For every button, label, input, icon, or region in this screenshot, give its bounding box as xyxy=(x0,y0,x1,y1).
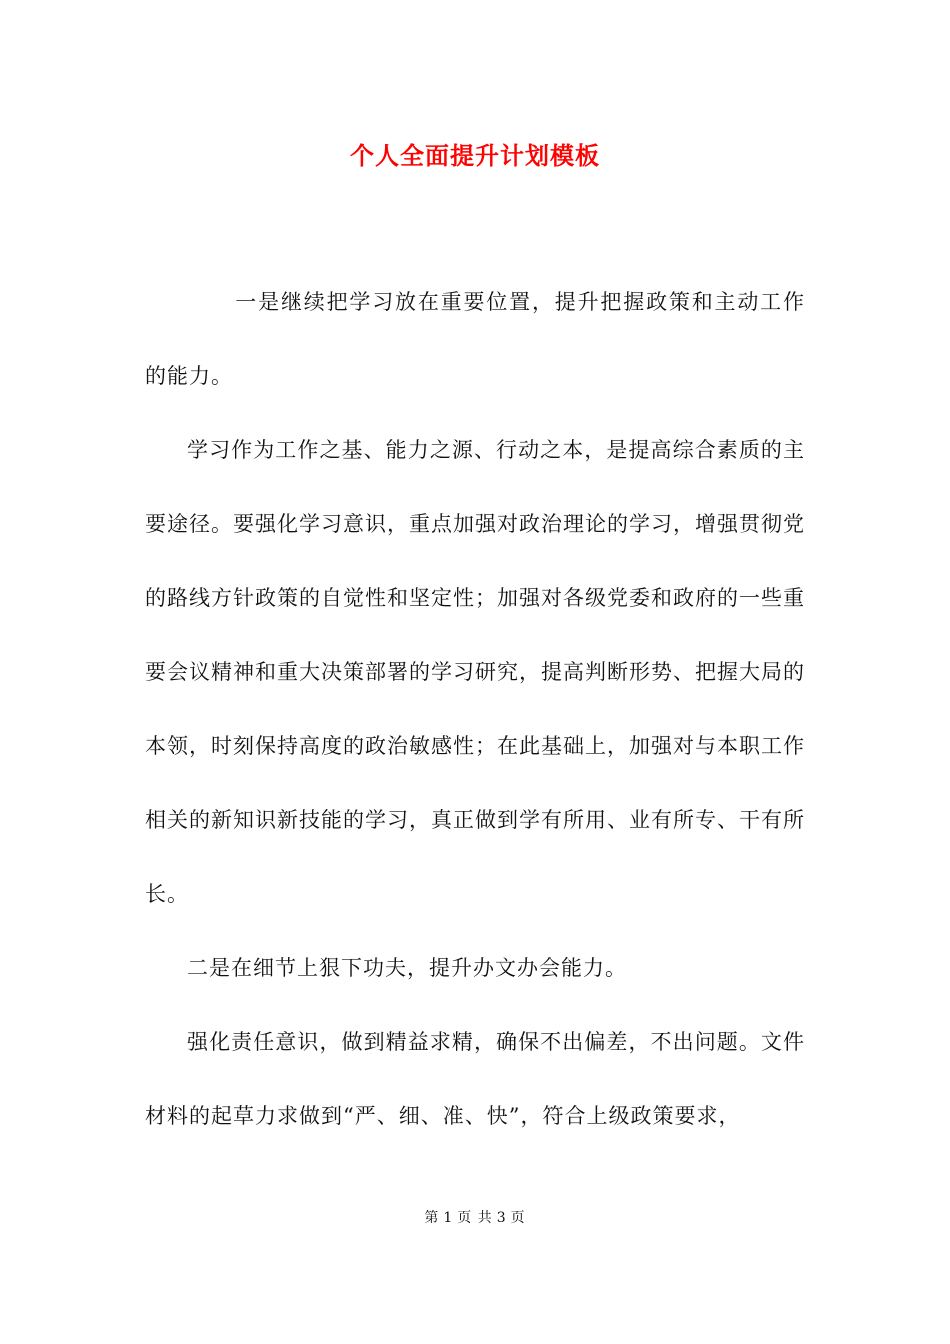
paragraph-4: 强化责任意识，做到精益求精，确保不出偏差，不出问题。文件材料的起草力求做到“严、细、准、快”，符合上级政策要求， xyxy=(145,1030,805,1128)
paragraph-2: 学习作为工作之基、能力之源、行动之本，是提高综合素质的主要途径。要强化学习意识，重点加强对政治理论的学习，增强贯彻党的路线方针政策的自觉性和坚定性；加强对各级党委和政府的一些重要会议精神和重大决策部署的学习研究，提高判断形势、把握大局的本领，时刻保持高度的政治敏感性；在此基础上，加强对与本职工作相关的新知识新技能的学习，真正做到学有所用、业有所专、干有所长。 xyxy=(145,438,805,906)
footer-suffix: 页 xyxy=(510,1210,526,1226)
page-footer xyxy=(0,1207,950,1227)
document-title: 个人全面提升计划模板 xyxy=(350,141,600,170)
paragraph-1: 一是继续把学习放在重要位置，提升把握政策和主动工作的能力。 xyxy=(145,290,805,388)
footer-total-pages: 3 xyxy=(496,1210,507,1226)
paragraph-3: 二是在细节上狠下功夫，提升办文办会能力。 xyxy=(187,956,627,980)
footer-prefix: 第 xyxy=(424,1210,440,1226)
footer-current-page: 1 xyxy=(443,1210,454,1226)
document-body xyxy=(145,265,805,1153)
footer-middle: 页 共 xyxy=(457,1210,493,1226)
